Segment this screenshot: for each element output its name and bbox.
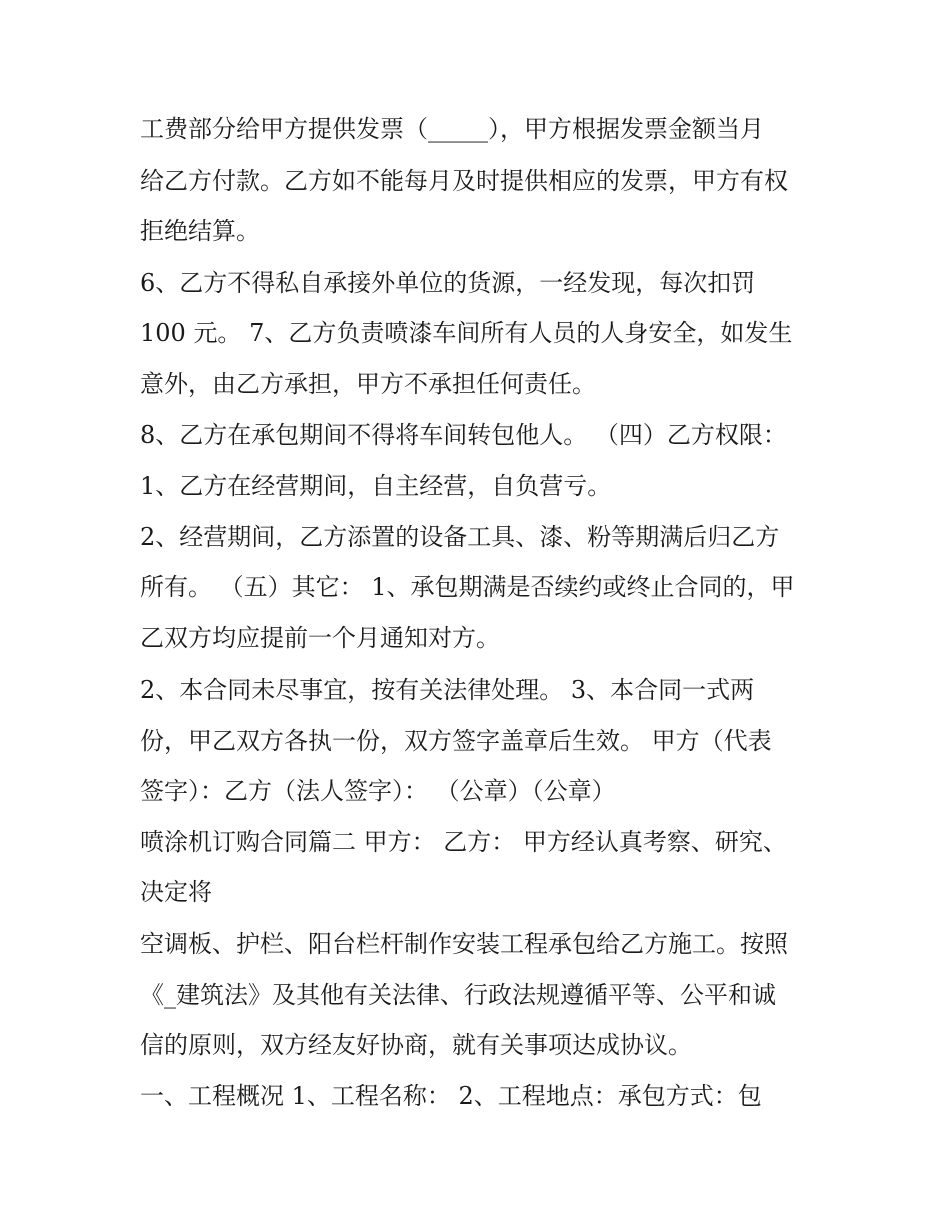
text-line: 《_建筑法》及其他有关法律、行政法规遵循平等、公平和诚 xyxy=(140,981,776,1009)
text-line: 1、乙方在经营期间，自主经营，自负营亏。 xyxy=(140,472,612,500)
text-line: 一、工程概况 1、工程名称： 2、工程地点：承包方式：包 xyxy=(140,1082,762,1110)
text-line: 100 元。 7、乙方负责喷漆车间所有人员的人身安全，如发生 xyxy=(140,319,793,347)
text-line: 签字）：乙方（法人签字）： （公章）（公章） xyxy=(140,777,616,805)
text-line: 工费部分给甲方提供发票（_____），甲方根据发票金额当月 xyxy=(140,115,764,143)
text-line: 8、乙方在承包期间不得将车间转包他人。 （四）乙方权限： xyxy=(140,421,787,449)
text-line: 空调板、护栏、阳台栏杆制作安装工程承包给乙方施工。按照 xyxy=(140,930,788,958)
text-line: 6、乙方不得私自承接外单位的货源，一经发现，每次扣罚 xyxy=(140,269,756,297)
text-line: 乙双方均应提前一个月通知对方。 xyxy=(140,624,500,652)
text-line: 意外，由乙方承担，甲方不承担任何责任。 xyxy=(140,370,596,398)
text-line: 给乙方付款。乙方如不能每月及时提供相应的发票，甲方有权 xyxy=(140,167,788,195)
text-line: 2、本合同未尽事宜，按有关法律处理。 3、本合同一式两 xyxy=(140,676,755,704)
text-line: 2、经营期间，乙方添置的设备工具、漆、粉等期满后归乙方 xyxy=(140,523,780,551)
text-line: 所有。 （五）其它： 1、承包期满是否续约或终止合同的，甲 xyxy=(140,573,795,601)
text-line: 份，甲乙双方各执一份，双方签字盖章后生效。 甲方（代表 xyxy=(140,727,772,755)
text-line: 信的原则，双方经友好协商，就有关事项达成协议。 xyxy=(140,1031,692,1059)
text-line: 拒绝结算。 xyxy=(140,217,260,245)
text-line: 决定将 xyxy=(140,878,212,906)
text-line: 喷涂机订购合同篇二 甲方： 乙方： 甲方经认真考察、研究、 xyxy=(140,828,787,856)
